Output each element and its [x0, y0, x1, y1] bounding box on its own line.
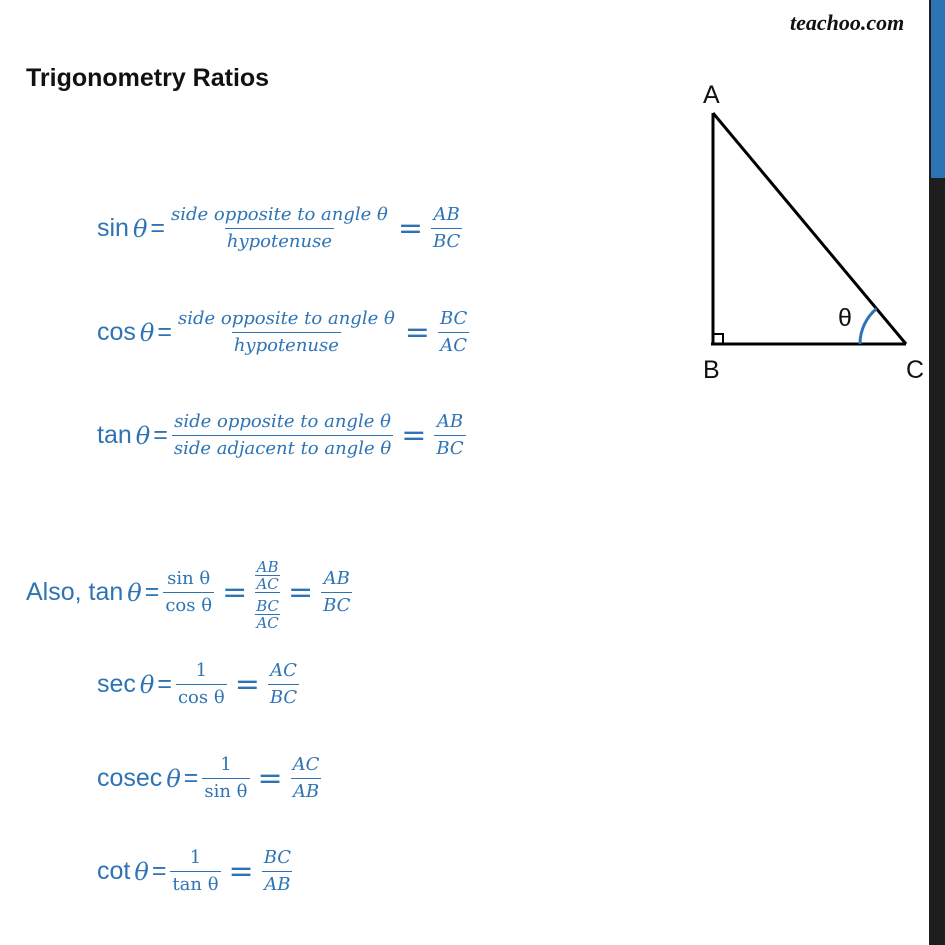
function-name: tan: [97, 421, 132, 449]
numerator: AC: [292, 754, 320, 775]
vertex-c-label: C: [906, 356, 925, 384]
denominator: cos θ: [163, 592, 214, 619]
theta-symbol: θ: [127, 578, 142, 607]
numerator: BC: [263, 847, 292, 868]
equals-sign: =: [397, 211, 423, 246]
equals-sign: =: [234, 667, 260, 702]
function-name: sec: [97, 670, 136, 698]
denominator: side adjacent to angle θ: [172, 435, 393, 462]
denominator: AC: [438, 332, 469, 359]
side-ac: [713, 113, 906, 344]
equals-sign: =: [150, 214, 166, 242]
theta-symbol: θ: [139, 318, 155, 347]
denominator: BC: [434, 435, 465, 462]
equals-sign: =: [257, 761, 283, 796]
numerator: AC: [270, 660, 297, 681]
function-name: cosec: [97, 764, 163, 792]
vertex-b-label: B: [703, 356, 720, 384]
equals-sign: =: [151, 857, 167, 885]
numerator: AB: [323, 568, 350, 589]
equals-sign: =: [287, 575, 314, 610]
inner-denominator: AC: [256, 575, 279, 593]
equals-sign: =: [228, 854, 254, 889]
equals-sign: =: [222, 575, 248, 610]
denominator: BC: [321, 592, 352, 619]
denominator: AB: [291, 778, 321, 805]
theta-symbol: θ: [134, 857, 149, 886]
equals-sign: =: [157, 670, 172, 698]
page-title: Trigonometry Ratios: [26, 64, 270, 92]
inner-numerator: AB: [256, 558, 279, 576]
equals-sign: =: [157, 318, 172, 346]
denominator: hypotenuse: [232, 332, 341, 359]
numerator: AB: [433, 204, 460, 225]
numerator: BC: [439, 308, 468, 329]
theta-symbol: θ: [135, 421, 151, 450]
numerator: sin θ: [167, 568, 211, 589]
denominator: hypotenuse: [225, 228, 334, 255]
numerator: side opposite to angle θ: [177, 308, 395, 329]
numerator: AB: [436, 411, 464, 432]
denominator: sin θ: [202, 778, 249, 805]
equals-sign: =: [183, 764, 199, 792]
function-name: cos: [97, 318, 136, 346]
numerator: 1: [195, 660, 208, 681]
teachoo-logo: teachoo.com: [790, 10, 905, 35]
theta-symbol: θ: [132, 214, 148, 243]
numerator: side opposite to angle θ: [174, 411, 391, 432]
scrollbar-thumb[interactable]: [931, 0, 945, 178]
inner-denominator: AC: [256, 614, 279, 632]
angle-arc: [860, 309, 877, 344]
denominator: BC: [431, 228, 462, 255]
denominator: tan θ: [170, 871, 220, 898]
denominator: AB: [262, 871, 292, 898]
numerator: side opposite to angle θ: [171, 204, 388, 225]
theta-label: θ: [838, 304, 852, 332]
equals-sign: =: [404, 315, 430, 350]
theta-symbol: θ: [166, 764, 181, 793]
theta-symbol: θ: [139, 670, 155, 699]
function-name: sin: [97, 214, 129, 242]
inner-numerator: BC: [256, 597, 279, 615]
equals-sign: =: [144, 578, 160, 606]
denominator: BC: [268, 684, 299, 711]
numerator: 1: [189, 847, 202, 868]
equals-sign: =: [401, 418, 427, 453]
function-name: cot: [97, 857, 131, 885]
vertex-a-label: A: [703, 81, 720, 109]
also-tan-label: Also, tan: [26, 578, 124, 606]
numerator: 1: [220, 754, 232, 775]
equals-sign: =: [153, 421, 168, 449]
denominator: cos θ: [176, 684, 227, 711]
